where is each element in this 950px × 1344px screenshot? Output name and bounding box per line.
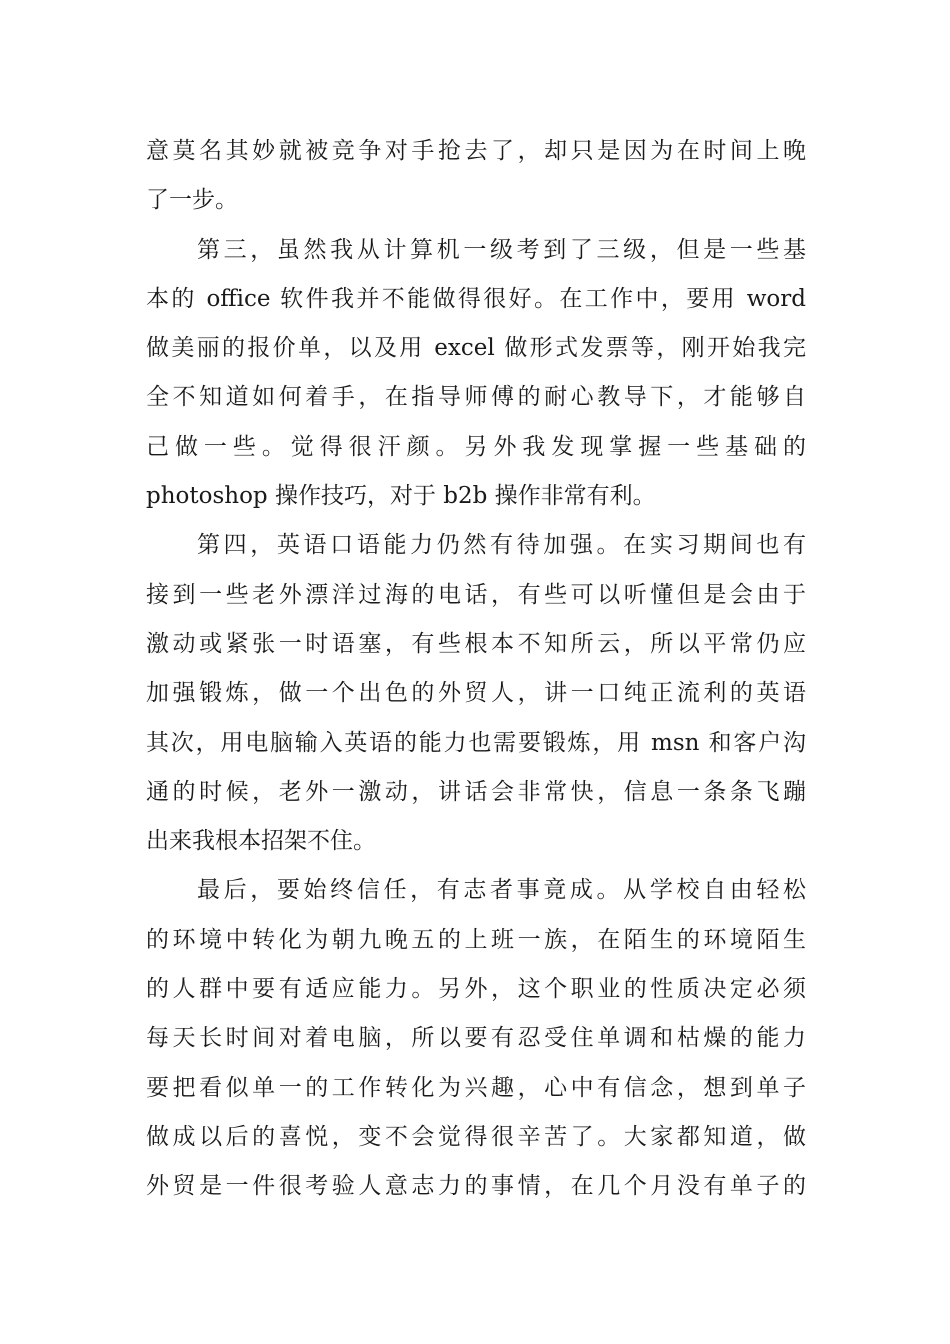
text-line: 激动或紧张一时语塞，有些根本不知所云，所以平常仍应 — [146, 630, 806, 657]
body-text — [146, 127, 806, 1212]
text-line: 第三，虽然我从计算机一级考到了三级，但是一些基 — [197, 236, 806, 263]
paragraph-fourth-point — [146, 521, 806, 866]
text-line: 外贸是一件很考验人意志力的事情，在几个月没有单子的 — [146, 1173, 806, 1200]
text-line: 加强锻炼，做一个出色的外贸人，讲一口纯正流利的英语 — [146, 680, 806, 707]
text-line: 要把看似单一的工作转化为兴趣，心中有信念，想到单子 — [146, 1074, 806, 1101]
paragraph-final-point — [146, 866, 806, 1211]
text-line: 出来我根本招架不住。 — [146, 828, 376, 855]
text-line: 了一步。 — [146, 187, 238, 214]
text-line: 本的 office 软件我并不能做得很好。在工作中，要用 word — [146, 285, 806, 312]
text-line: photoshop 操作技巧，对于 b2b 操作非常有利。 — [146, 483, 656, 510]
text-line: 己做一些。觉得很汗颜。另外我发现掌握一些基础的 — [146, 433, 806, 460]
text-line: 最后，要始终信任，有志者事竟成。从学校自由轻松 — [197, 877, 806, 904]
paragraph-third-point — [146, 226, 806, 522]
text-line: 其次，用电脑输入英语的能力也需要锻炼，用 msn 和客户沟 — [146, 729, 806, 756]
paragraph-continuation — [146, 127, 806, 226]
text-line: 做美丽的报价单，以及用 excel 做形式发票等，刚开始我完 — [146, 335, 806, 362]
text-line: 意莫名其妙就被竞争对手抢去了，却只是因为在时间上晚 — [146, 138, 806, 164]
text-line: 接到一些老外漂洋过海的电话，有些可以听懂但是会由于 — [146, 581, 806, 608]
text-line: 做成以后的喜悦，变不会觉得很辛苦了。大家都知道，做 — [146, 1123, 806, 1150]
text-line: 的人群中要有适应能力。另外，这个职业的性质决定必须 — [146, 976, 806, 1003]
text-line: 全不知道如何着手，在指导师傅的耐心教导下，才能够自 — [146, 384, 806, 411]
text-line: 每天长时间对着电脑，所以要有忍受住单调和枯燥的能力 — [146, 1025, 806, 1052]
text-line: 第四，英语口语能力仍然有待加强。在实习期间也有 — [197, 532, 806, 559]
text-line: 的环境中转化为朝九晚五的上班一族，在陌生的环境陌生 — [146, 926, 806, 953]
text-line: 通的时候，老外一激动，讲话会非常快，信息一条条飞蹦 — [146, 778, 806, 805]
